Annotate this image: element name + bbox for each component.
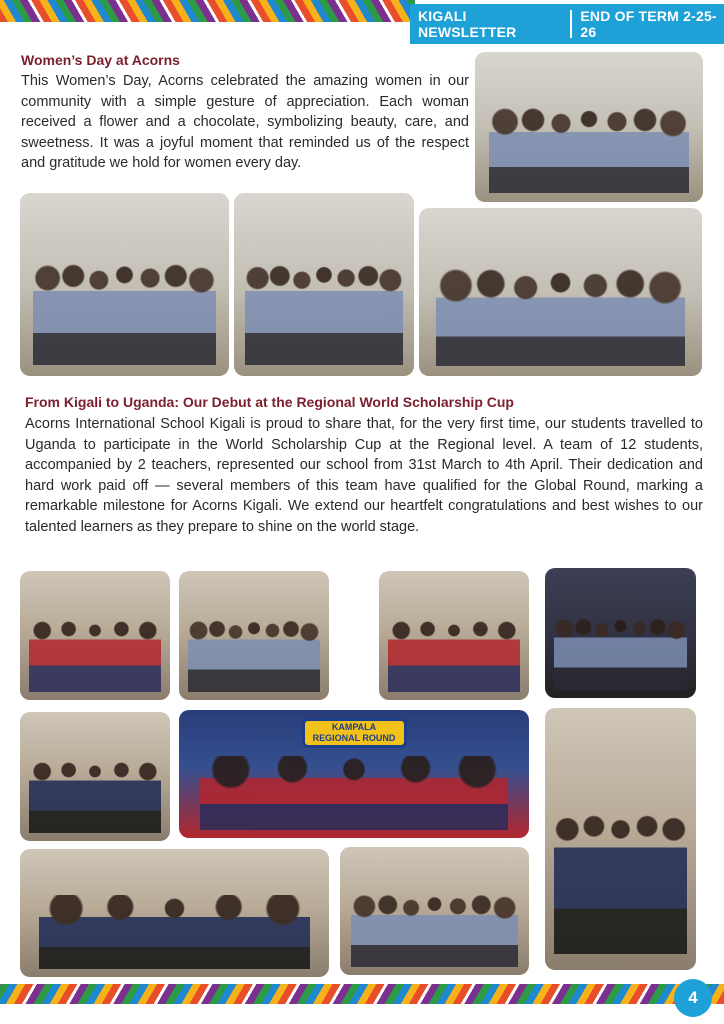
scholarship-text: Acorns International School Kigali is proud to share that, for the very first time, our students travelled to Uganda to participate in the World Scholarship Cup at the Regional level. A team of 12 students, accompanied by 2 teachers, represented our school from 31st March to 4th April. Their dedication and hard work paid off — several members of this team have qualified for the Global Round, marking a remarkable milestone for Acorns Kigali. We extend our heartfelt congratulations and best wishes to our talented learners as they prepare to shine on the world stage. [25, 416, 703, 535]
top-pattern-band [0, 0, 415, 22]
kampala-banner [302, 718, 407, 749]
womens-day-photo-group-hallway [475, 52, 703, 202]
scholarship-photo-team-outdoor [20, 849, 329, 977]
scholarship-photo-departure-luggage [340, 847, 529, 975]
scholarship-photo-group-indoor [20, 571, 170, 700]
womens-day-title: Women’s Day at Acorns [21, 52, 180, 68]
scholarship-photo-students-lineup [379, 571, 529, 700]
newsletter-name: KIGALI NEWSLETTER [418, 8, 517, 40]
header-divider [570, 10, 572, 38]
scholarship-photo-bus-seats [545, 568, 696, 698]
womens-day-photo-staff-flowers-3 [419, 208, 702, 376]
newsletter-header [410, 4, 724, 44]
scholarship-photo-students-reading [20, 712, 170, 841]
womens-day-photo-staff-flowers-1 [20, 193, 229, 376]
scholarship-photo-bus-terminal [179, 571, 329, 700]
banner-line-1: KAMPALA [331, 722, 377, 733]
term-label: END OF TERM 2-25-26 [580, 8, 717, 40]
scholarship-photo-kampala-stage [179, 710, 529, 838]
bottom-pattern-band [0, 984, 724, 1004]
scholarship-photo-students-booklets [545, 708, 696, 970]
page-number-badge: 4 [674, 979, 712, 1017]
womens-day-text: This Women’s Day, Acorns celebrated the amazing women in our community with a simple gesture of appreciation. Each woman received a flower and a chocolate, symbolizing beauty, care, and sweetness. It was a joyful moment that reminded us of the respect and gratitude we hold for women every day. [21, 73, 469, 171]
womens-day-photo-staff-flowers-2 [234, 193, 414, 376]
banner-line-2: REGIONAL ROUND [312, 733, 396, 744]
scholarship-title: From Kigali to Uganda: Our Debut at the Regional World Scholarship Cup [25, 394, 514, 410]
